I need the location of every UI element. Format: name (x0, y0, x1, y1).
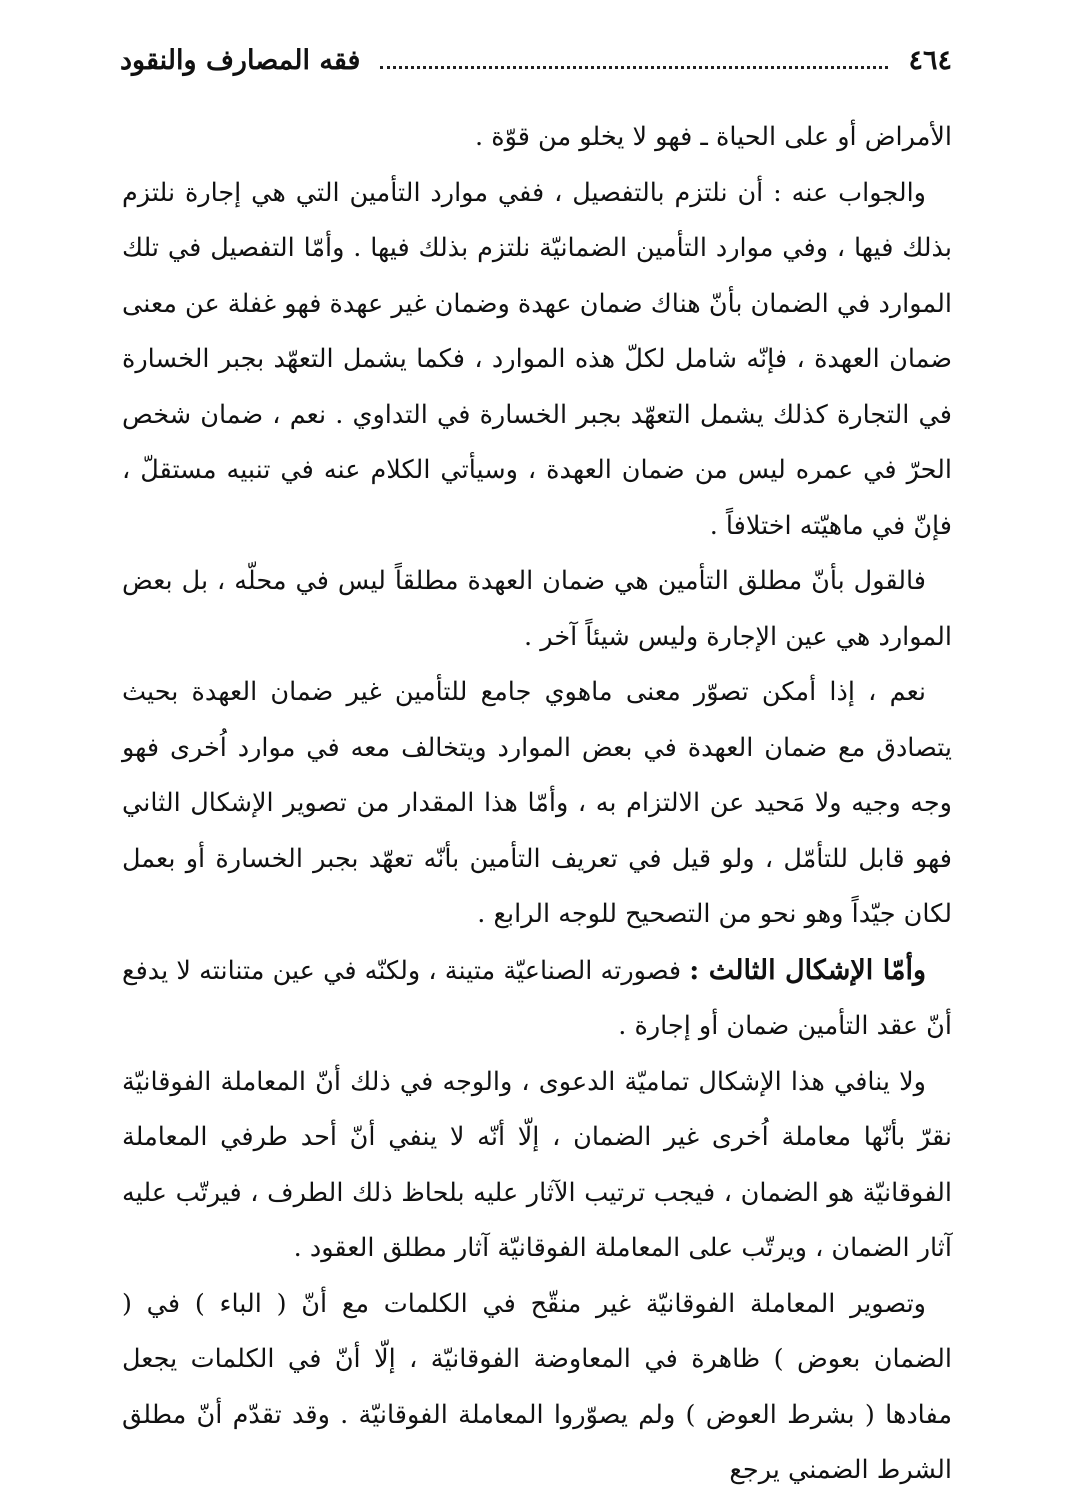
running-header (120, 40, 952, 80)
body-text (122, 110, 952, 1499)
section-lead: وأمّا الإشكال الثالث : (689, 954, 927, 986)
paragraph (122, 665, 952, 943)
paragraph (122, 554, 952, 665)
page-number: ٤٦٤ (908, 44, 952, 76)
dotted-leader (380, 52, 888, 69)
paragraph (122, 1055, 952, 1277)
paragraph-text: ولا ينافي هذا الإشكال تماميّة الدعوى ، والوجه في ذلك أنّ المعاملة الفوقانيّة نقرّ بأنّها معاملة اُخرى غير الضمان ، إلّا أنّه لا ينفي أنّ أحد طرفي المعاملة الفوقانيّة هو الضمان ، فيجب ترتيب الآثار عليه بلحاظ ذلك الطرف ، فيرتّب عليه آثار الضمان ، ويرتّب على المعاملة الفوقانيّة آثار مطلق العقود . (122, 1066, 952, 1263)
running-title: فقه المصارف والنقود (120, 44, 361, 76)
paragraph (122, 110, 952, 166)
paragraph-text: وتصوير المعاملة الفوقانيّة غير منقّح في الكلمات مع أنّ ( الباء ) في ( الضمان بعوض ) ظاهرة في المعاوضة الفوقانيّة ، إلّا أنّ في الكلمات يجعل مفادها ( بشرط العوض ) ولم يصوّروا المعاملة الفوقانيّة . وقد تقدّم أنّ مطلق الشرط الضمني يرجع (122, 1288, 952, 1485)
paragraph-text: نعم ، إذا أمكن تصوّر معنى ماهوي جامع للتأمين غير ضمان العهدة بحيث يتصادق مع ضمان العهدة في بعض الموارد ويتخالف معه في موارد اُخرى فهو وجه وجيه ولا مَحيد عن الالتزام به ، وأمّا هذا المقدار من تصوير الإشكال الثاني فهو قابل للتأمّل ، ولو قيل في تعريف التأمين بأنّه تعهّد بجبر الخسارة أو بعمل لكان جيّداً وهو نحو من التصحيح للوجه الرابع . (122, 677, 952, 929)
paragraph (122, 166, 952, 555)
paragraph (122, 943, 952, 1055)
paragraph-text: فالقول بأنّ مطلق التأمين هي ضمان العهدة مطلقاً ليس في محلّه ، بل بعض الموارد هي عين الإجارة وليس شيئاً آخر . (122, 566, 952, 652)
paragraph-text: فصورته الصناعيّة متينة ، ولكنّه في عين متنانته لا يدفع أنّ عقد التأمين ضمان أو إجارة . (122, 955, 952, 1041)
paragraph (122, 1277, 952, 1499)
paragraph-text: الأمراض أو على الحياة ـ فهو لا يخلو من قوّة . (475, 122, 952, 152)
paragraph-text: والجواب عنه : أن نلتزم بالتفصيل ، ففي موارد التأمين التي هي إجارة نلتزم بذلك فيها ، وفي موارد التأمين الضمانيّة نلتزم بذلك فيها . وأمّا التفصيل في تلك الموارد في الضمان بأنّ هناك ضمان عهدة وضمان غير عهدة فهو غفلة عن معنى ضمان العهدة ، فإنّه شامل لكلّ هذه الموارد ، فكما يشمل التعهّد بجبر الخسارة في التجارة كذلك يشمل التعهّد بجبر الخسارة في التداوي . نعم ، ضمان شخص الحرّ في عمره ليس من ضمان العهدة ، وسيأتي الكلام عنه في تنبيه مستقلّ ، فإنّ في ماهيّته اختلافاً . (122, 177, 952, 541)
